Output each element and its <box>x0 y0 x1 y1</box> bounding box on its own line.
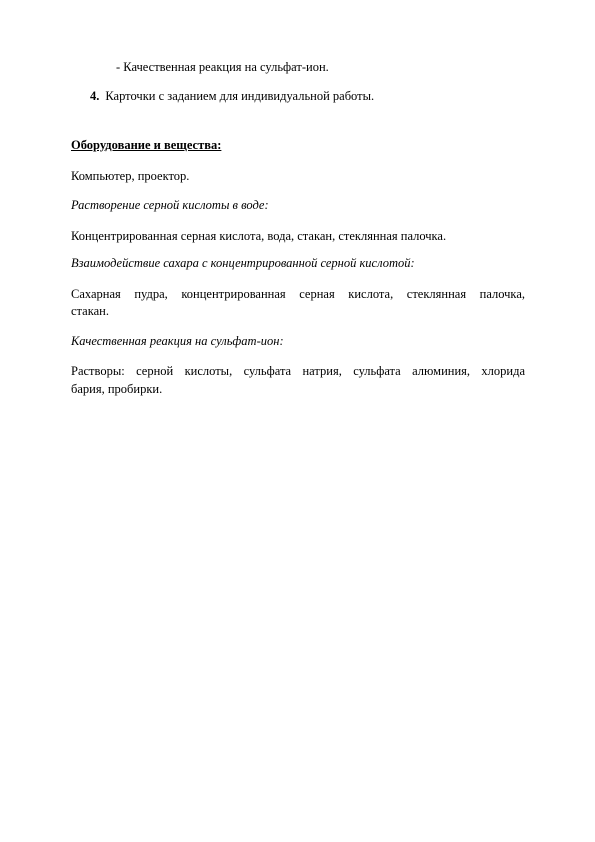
section-title-sugar: Взаимодействие сахара с концентрированной серной кислотой: <box>71 256 415 270</box>
item-number: 4. <box>90 89 100 103</box>
item-text: Карточки с заданием для индивидуальной работы. <box>105 89 375 103</box>
section-text-sulfate-line1: Растворы: серной кислоты, сульфата натрия, сульфата алюминия, хлорида <box>71 364 525 378</box>
section-title-dissolving: Растворение серной кислоты в воде: <box>71 198 269 212</box>
bullet-item: - Качественная реакция на сульфат-ион. <box>116 60 329 74</box>
section-title-sulfate: Качественная реакция на сульфат-ион: <box>71 334 284 348</box>
section-text-sugar-line2: стакан. <box>71 304 109 318</box>
section-text-dissolving: Концентрированная серная кислота, вода, стакан, стеклянная палочка. <box>71 229 447 243</box>
section-text-sulfate-line2: бария, пробирки. <box>71 382 163 396</box>
numbered-item <box>90 89 374 104</box>
section-text-sugar-line1: Сахарная пудра, концентрированная серная кислота, стеклянная палочка, <box>71 287 525 301</box>
computer-line: Компьютер, проектор. <box>71 169 190 183</box>
equipment-heading: Оборудование и вещества: <box>71 138 222 152</box>
